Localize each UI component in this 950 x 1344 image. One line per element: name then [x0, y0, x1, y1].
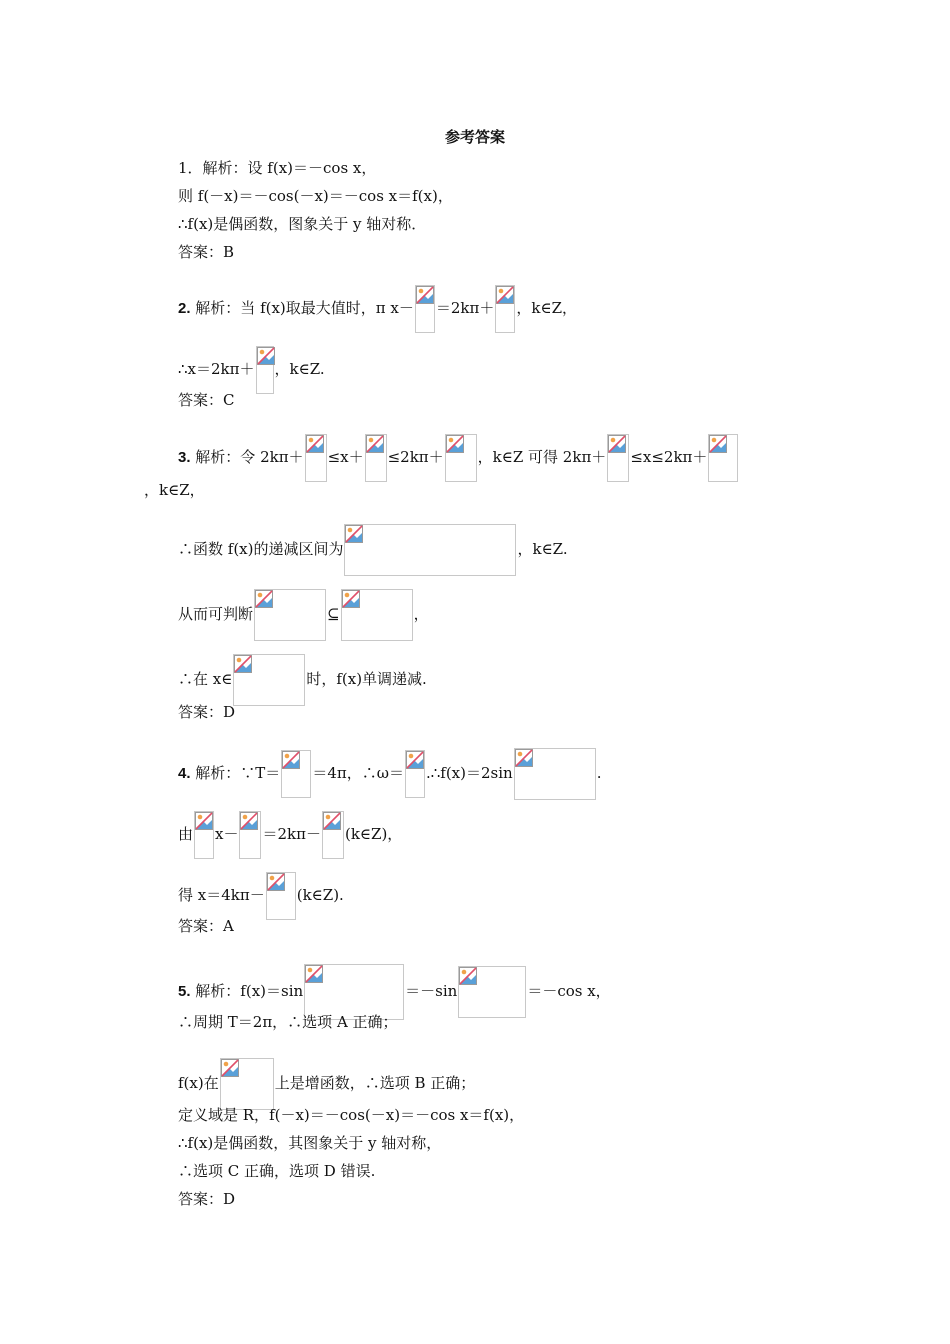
q3-text-3b: ，k∈Z.	[517, 540, 568, 558]
broken-image-glyph	[255, 590, 273, 608]
q2-text-2a: ∴x＝2kπ＋	[178, 360, 255, 378]
broken-image-icon	[281, 750, 311, 798]
broken-image-glyph	[323, 812, 341, 830]
broken-image-glyph	[496, 286, 514, 304]
q4-text-3b: (k∈Z).	[296, 886, 344, 904]
broken-image-icon	[514, 748, 596, 800]
q3-number: 3.	[178, 449, 191, 466]
q2-number: 2.	[178, 300, 191, 317]
q3-answer: 答案：D	[178, 703, 236, 721]
broken-image-glyph	[282, 751, 300, 769]
q3-text-1e: ≤x≤2kπ＋	[630, 448, 708, 466]
q2-line-2	[178, 346, 325, 394]
q3-text-1d: ，k∈Z 可得 2kπ＋	[477, 448, 607, 466]
broken-image-glyph	[240, 812, 258, 830]
broken-image-glyph	[515, 749, 533, 767]
q3-line-1	[178, 434, 739, 482]
q1-line-2: 则 f(－x)＝－cos(－x)＝－cos x＝f(x)，	[178, 187, 453, 205]
broken-image-icon	[341, 589, 413, 641]
q3-text-5b: 时，f(x)单调递减.	[306, 670, 427, 688]
broken-image-icon	[405, 750, 425, 798]
q2-text-1b: ＝2kπ＋	[435, 299, 495, 317]
q2-text-2b: ，k∈Z.	[274, 360, 325, 378]
q4-text-1b: ＝4π，∴ω＝	[312, 764, 404, 782]
broken-image-glyph	[406, 751, 424, 769]
broken-image-icon	[266, 872, 296, 920]
broken-image-icon	[495, 285, 515, 333]
broken-image-icon	[445, 434, 477, 482]
broken-image-icon	[607, 434, 629, 482]
q5-number: 5.	[178, 983, 191, 1000]
q2-text-1c: ，k∈Z，	[516, 299, 577, 317]
broken-image-icon	[194, 811, 214, 859]
q5-line-2: ∴周期 T＝2π，∴选项 A 正确；	[178, 1013, 398, 1031]
q4-answer: 答案：A	[178, 917, 234, 935]
broken-image-icon	[365, 434, 387, 482]
broken-image-glyph	[234, 655, 252, 673]
q4-line-3	[178, 872, 344, 920]
q5-line-4: 定义域是 R，f(－x)＝－cos(－x)＝－cos x＝f(x)，	[178, 1106, 525, 1124]
broken-image-glyph	[608, 435, 626, 453]
q4-text-1a: 解析：∵T＝	[195, 764, 281, 782]
broken-image-icon	[344, 524, 516, 576]
q3-text-5a: ∴在 x∈	[178, 670, 233, 688]
q4-text-2d: (k∈Z)，	[344, 825, 403, 843]
q3-text-1b: ≤x＋	[327, 448, 364, 466]
q5-line-5: ∴f(x)是偶函数，其图象关于 y 轴对称，	[178, 1134, 442, 1152]
broken-image-glyph	[416, 286, 434, 304]
q3-text-1a: 解析：令 2kπ＋	[195, 448, 304, 466]
broken-image-icon	[256, 346, 274, 394]
q4-text-3a: 得 x＝4kπ－	[178, 886, 265, 904]
q3-text-4b: ⊆	[327, 605, 340, 623]
q3-text-4a: 从而可判断	[178, 605, 254, 623]
q2-text-1a: 解析：当 f(x)取最大值时，π x－	[195, 299, 414, 317]
broken-image-glyph	[305, 965, 323, 983]
q3-text-4c: ，	[413, 605, 429, 623]
q2-line-1	[178, 285, 577, 333]
broken-image-glyph	[267, 873, 285, 891]
q4-text-2c: ＝2kπ－	[262, 825, 321, 843]
broken-image-icon	[322, 811, 344, 859]
q5-text-3b: 上是增函数，∴选项 B 正确；	[274, 1074, 476, 1092]
broken-image-glyph	[709, 435, 727, 453]
broken-image-icon	[708, 434, 738, 482]
broken-image-glyph	[459, 967, 477, 985]
broken-image-icon	[305, 434, 327, 482]
q4-line-2	[178, 811, 402, 859]
broken-image-glyph	[221, 1059, 239, 1077]
broken-image-glyph	[345, 525, 363, 543]
q1-answer: 答案：B	[178, 243, 235, 261]
q3-line-3	[178, 524, 568, 576]
q5-line-3	[178, 1058, 475, 1110]
broken-image-glyph	[306, 435, 324, 453]
broken-image-glyph	[366, 435, 384, 453]
broken-image-icon	[220, 1058, 274, 1110]
q5-text-3a: f(x)在	[178, 1074, 219, 1092]
q4-text-1d: .	[596, 764, 602, 782]
q4-number: 4.	[178, 765, 191, 782]
broken-image-glyph	[195, 812, 213, 830]
q4-text-1c: .∴f(x)＝2sin	[425, 764, 513, 782]
broken-image-icon	[239, 811, 261, 859]
broken-image-icon	[233, 654, 305, 706]
broken-image-glyph	[446, 435, 464, 453]
broken-image-icon	[254, 589, 326, 641]
q3-line-5	[178, 654, 427, 706]
q5-text-1c: ＝－cos x，	[527, 982, 611, 1000]
broken-image-icon	[415, 285, 435, 333]
q5-text-1b: ＝－sin	[405, 982, 458, 1000]
broken-image-icon	[458, 966, 526, 1018]
q5-answer: 答案：D	[178, 1190, 236, 1208]
q4-text-2b: x－	[215, 825, 239, 843]
q5-line-6: ∴选项 C 正确，选项 D 错误.	[178, 1162, 376, 1180]
q3-line-2: ，k∈Z，	[144, 481, 205, 499]
q3-text-1c: ≤2kπ＋	[387, 448, 444, 466]
broken-image-glyph	[342, 590, 360, 608]
q4-text-2a: 由	[178, 825, 194, 843]
page-title: 参考答案	[444, 128, 505, 146]
q3-line-4	[178, 589, 429, 641]
broken-image-glyph	[257, 347, 275, 365]
q3-text-3a: ∴函数 f(x)的递减区间为	[178, 540, 344, 558]
q5-text-1a: 解析：f(x)＝sin	[195, 982, 304, 1000]
q1-line-3: ∴f(x)是偶函数，图象关于 y 轴对称．	[178, 215, 427, 233]
q2-answer: 答案：C	[178, 391, 235, 409]
q4-line-1	[178, 748, 601, 800]
q1-line-1: 1．解析：设 f(x)＝－cos x，	[178, 159, 377, 177]
